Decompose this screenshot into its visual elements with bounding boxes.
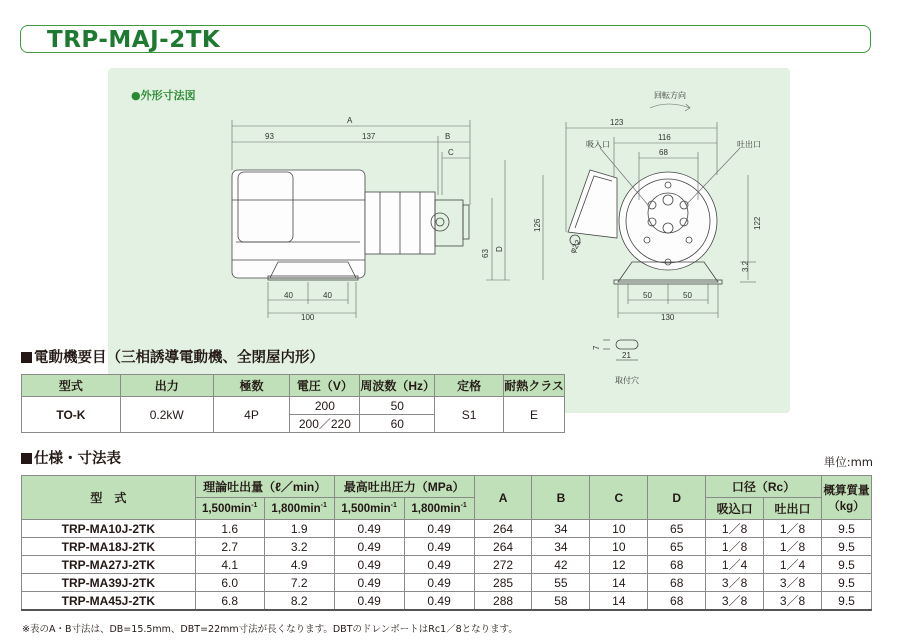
- rotation-direction-label: 回転方向: [654, 91, 686, 100]
- cell-weight: 9.5: [821, 520, 871, 538]
- cell-model: TRP-MA27J-2TK: [22, 556, 196, 574]
- spec-dimension-table: [21, 475, 872, 611]
- dim-63: 63: [481, 249, 490, 258]
- spec-header-flow-1800: $1,800\min^{-1}$: [264, 498, 334, 520]
- cell-B: 34: [532, 538, 590, 556]
- cell-f1500: 1.6: [195, 520, 264, 538]
- cell-discharge: 3／8: [764, 574, 822, 592]
- motor-header-heat-class: 耐熱クラス: [504, 375, 565, 397]
- cell-p1500: 0.49: [334, 520, 404, 538]
- cell-p1500: 0.49: [334, 538, 404, 556]
- cell-discharge: 1／8: [764, 538, 822, 556]
- dimension-drawing-heading: ●外形寸法図: [131, 89, 196, 102]
- cell-discharge: 1／4: [764, 556, 822, 574]
- motor-header-output: 出力: [120, 375, 213, 397]
- table-row: [22, 538, 872, 556]
- motor-header-poles: 極数: [213, 375, 290, 397]
- spec-header-model: 型 式: [22, 476, 196, 520]
- footnote: ※表のA・B寸法は、DB=15.5mm、DBT=22mm寸法が長くなります。DBTのドレンボートはRc1／8となります。: [22, 624, 518, 635]
- cell-B: 55: [532, 574, 590, 592]
- cell-C: 10: [590, 538, 648, 556]
- dim-C: C: [448, 148, 454, 157]
- cell-discharge: 3／8: [764, 592, 822, 611]
- spec-header-D: D: [648, 476, 706, 520]
- cell-f1800: 1.9: [264, 520, 334, 538]
- cell-D: 68: [648, 592, 706, 611]
- dim-D: D: [495, 246, 504, 252]
- cell-suction: 1／4: [706, 556, 764, 574]
- dim-130: 130: [661, 313, 675, 322]
- cell-C: 10: [590, 520, 648, 538]
- cell-f1500: 6.8: [195, 592, 264, 611]
- motor-specs-table: [21, 374, 565, 433]
- square-bullet-icon: [21, 352, 32, 363]
- dim-122: 122: [753, 216, 762, 230]
- spec-header-pressure: 最高吐出圧力（MPa）: [334, 476, 474, 498]
- spec-section-title: 仕様・寸法表: [21, 447, 121, 468]
- square-bullet-icon: [21, 453, 32, 464]
- spec-header-port: 口径（Rc）: [706, 476, 822, 498]
- dim-137: 137: [362, 132, 376, 141]
- cell-B: 42: [532, 556, 590, 574]
- dim-40-left: 40: [284, 291, 293, 300]
- cell-f1800: 3.2: [264, 538, 334, 556]
- dim-21: 21: [622, 351, 631, 360]
- spec-header-pressure-1800: $1,800\min^{-1}$: [404, 498, 474, 520]
- dim-50-left: 50: [643, 291, 652, 300]
- dim-126: 126: [533, 218, 542, 232]
- cell-f1500: 6.0: [195, 574, 264, 592]
- cell-weight: 9.5: [821, 574, 871, 592]
- cell-weight: 9.5: [821, 556, 871, 574]
- spec-header-B: B: [532, 476, 590, 520]
- dim-7: 7: [592, 345, 601, 350]
- dim-68: 68: [659, 148, 668, 157]
- motor-section-title: 電動機要目（三相誘導電動機、全閉屋内形）: [21, 346, 324, 367]
- motor-poles: 4P: [213, 397, 290, 433]
- cell-C: 14: [590, 592, 648, 611]
- cell-p1800: 0.49: [404, 520, 474, 538]
- table-row: [22, 556, 872, 574]
- cell-model: TRP-MA10J-2TK: [22, 520, 196, 538]
- spec-rows: [22, 520, 872, 611]
- cell-D: 68: [648, 556, 706, 574]
- cell-A: 285: [474, 574, 532, 592]
- dim-phi22: φ22: [567, 238, 583, 255]
- dim-100: 100: [301, 313, 315, 322]
- suction-port-label: 吸入口: [586, 140, 610, 149]
- discharge-port-label: 吐出口: [737, 140, 761, 149]
- mounting-hole-label: 取付穴: [615, 376, 639, 385]
- motor-voltage-2: 200／220: [290, 415, 360, 433]
- cell-D: 65: [648, 520, 706, 538]
- cell-suction: 3／8: [706, 574, 764, 592]
- table-row: [22, 520, 872, 538]
- motor-output: 0.2kW: [120, 397, 213, 433]
- cell-A: 264: [474, 520, 532, 538]
- dim-40-right: 40: [323, 291, 332, 300]
- cell-f1500: 2.7: [195, 538, 264, 556]
- cell-C: 12: [590, 556, 648, 574]
- dim-A: A: [347, 116, 353, 125]
- spec-header-flow-1500: $1,500\min^{-1}$: [195, 498, 264, 520]
- dim-116: 116: [658, 133, 671, 142]
- cell-suction: 1／8: [706, 538, 764, 556]
- motor-header-rating: 定格: [435, 375, 504, 397]
- cell-p1500: 0.49: [334, 592, 404, 611]
- cell-B: 34: [532, 520, 590, 538]
- motor-header-model: 型式: [22, 375, 121, 397]
- cell-p1800: 0.49: [404, 592, 474, 611]
- motor-frequency-1: 50: [360, 397, 435, 415]
- cell-p1500: 0.49: [334, 574, 404, 592]
- dim-3-2: 3.2: [741, 260, 750, 272]
- cell-f1800: 7.2: [264, 574, 334, 592]
- spec-header-flow: 理論吐出量（ℓ／min）: [195, 476, 334, 498]
- cell-B: 58: [532, 592, 590, 611]
- table-row: [22, 592, 872, 611]
- cell-D: 65: [648, 538, 706, 556]
- cell-p1800: 0.49: [404, 556, 474, 574]
- cell-f1800: 8.2: [264, 592, 334, 611]
- spec-header-suction: 吸込口: [706, 498, 764, 520]
- cell-D: 68: [648, 574, 706, 592]
- spec-header-weight: 概算質量 （kg）: [821, 476, 871, 520]
- cell-weight: 9.5: [821, 592, 871, 611]
- motor-model: TO-K: [22, 397, 121, 433]
- cell-f1800: 4.9: [264, 556, 334, 574]
- dim-93: 93: [265, 132, 274, 141]
- cell-C: 14: [590, 574, 648, 592]
- unit-label: 単位:mm: [823, 455, 873, 469]
- dim-B: B: [445, 132, 451, 141]
- cell-model: TRP-MA45J-2TK: [22, 592, 196, 611]
- table-row: [22, 574, 872, 592]
- cell-p1500: 0.49: [334, 556, 404, 574]
- motor-frequency-2: 60: [360, 415, 435, 433]
- cell-suction: 1／8: [706, 520, 764, 538]
- motor-rating: S1: [435, 397, 504, 433]
- side-view-pump: [232, 170, 469, 280]
- motor-voltage-1: 200: [290, 397, 360, 415]
- dim-50-right: 50: [683, 291, 692, 300]
- cell-p1800: 0.49: [404, 538, 474, 556]
- cell-model: TRP-MA39J-2TK: [22, 574, 196, 592]
- cell-p1800: 0.49: [404, 574, 474, 592]
- motor-header-voltage: 電圧（V）: [290, 375, 360, 397]
- motor-header-frequency: 周波数（Hz）: [360, 375, 435, 397]
- dim-123: 123: [610, 118, 624, 127]
- spec-header-discharge: 吐出口: [764, 498, 822, 520]
- spec-header-pressure-1500: $1,500\min^{-1}$: [334, 498, 404, 520]
- cell-discharge: 1／8: [764, 520, 822, 538]
- spec-header-A: A: [474, 476, 532, 520]
- mounting-hole-detail: [603, 340, 638, 360]
- cell-model: TRP-MA18J-2TK: [22, 538, 196, 556]
- spec-header-C: C: [590, 476, 648, 520]
- cell-A: 288: [474, 592, 532, 611]
- cell-A: 272: [474, 556, 532, 574]
- cell-suction: 3／8: [706, 592, 764, 611]
- cell-f1500: 4.1: [195, 556, 264, 574]
- cell-weight: 9.5: [821, 538, 871, 556]
- cell-A: 264: [474, 538, 532, 556]
- front-view-pump: [568, 170, 722, 284]
- motor-heat-class: E: [504, 397, 565, 433]
- page-title: TRP-MAJ-2TK: [47, 27, 221, 53]
